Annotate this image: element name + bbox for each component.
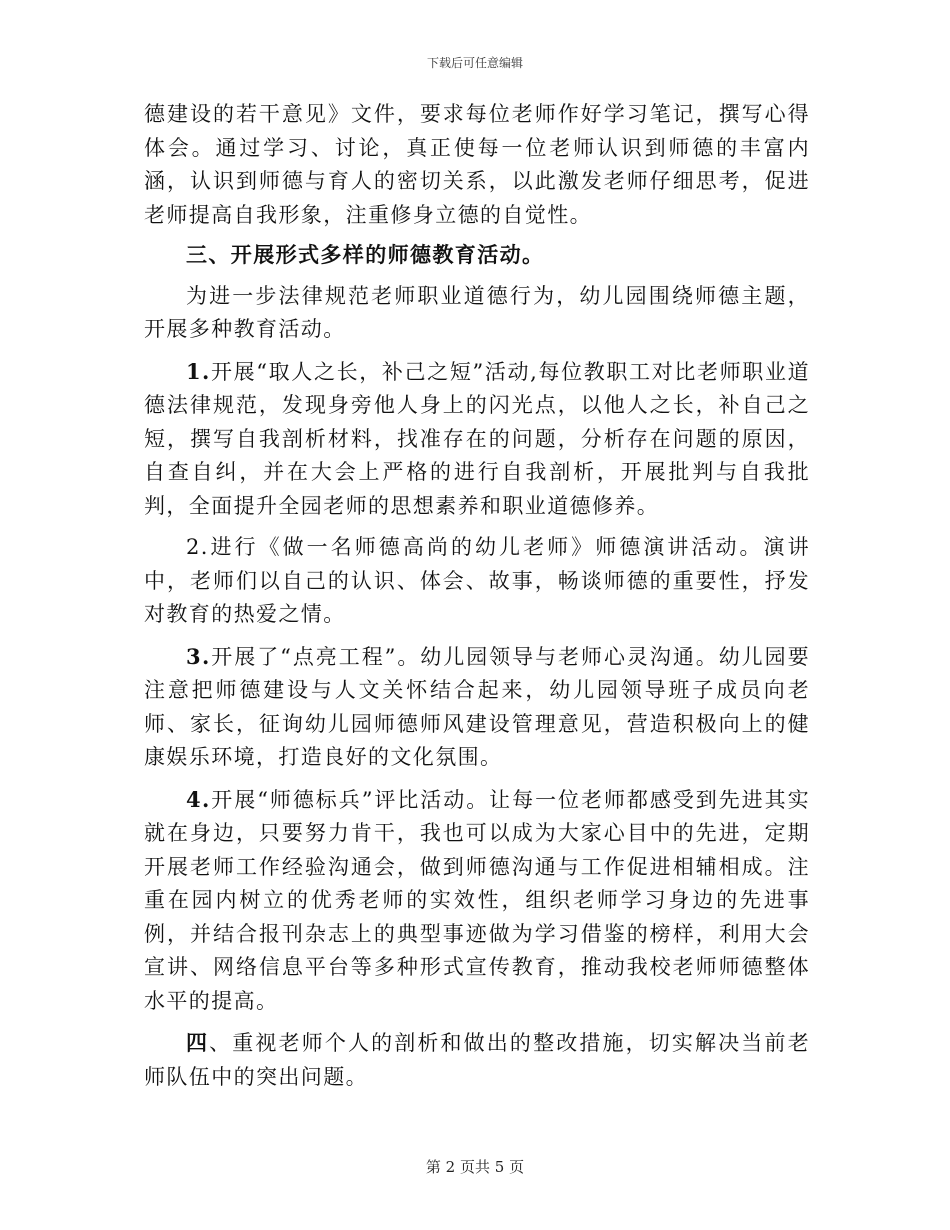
list-number: 4. — [186, 786, 211, 812]
page-header: 下载后可任意编辑 — [426, 56, 523, 70]
list-item-1 — [144, 355, 810, 524]
paragraph-continuation: 德建设的若干意见》文件，要求每位老师作好学习笔记，撰写心得体会。通过学习、讨论，真正使每一位老师认识到师德的丰富内涵，认识到师德与育人的密切关系，以此激发老师仔细思考，促进老师提高自我形象，注重修身立德的自觉性。 — [144, 102, 810, 227]
section-heading-3: 三、开展形式多样的师德教育活动。 — [186, 242, 545, 267]
document-body — [144, 98, 810, 1094]
page-footer: 第 2 页共 5 页 — [425, 1158, 525, 1176]
list-text: 开展“师德标兵”评比活动。让每一位老师都感受到先进其实就在身边，只要努力肯干，我也可以成为大家心目中的先进，定期开展老师工作经验沟通会，做到师德沟通与工作促进相辅相成。注重在园内树立的优秀老师的实效性，组织老师学习身边的先进事例，并结合报刊杂志上的典型事迹做为学习借鉴的榜样，利用大会宣讲、网络信息平台等多种形式宣传教育，推动我校老师师德整体水平的提高。 — [144, 787, 810, 1013]
list-text: 开展“取人之长，补己之短”活动,每位教职工对比老师职业道德法律规范，发现身旁他人身上的闪光点，以他人之长，补自己之短，撰写自我剖析材料，找准存在的问题，分析存在问题的原因，自查自纠，并在大会上严格的进行自我剖析，开展批判与自我批判，全面提升全园老师的思想素养和职业道德修养。 — [144, 359, 810, 518]
list-text: 开展了“点亮工程”。幼儿园领导与老师心灵沟通。幼儿园要注意把师德建设与人文关怀结合起来，幼儿园领导班子成员向老师、家长，征询幼儿园师德师风建设管理意见，营造积极向上的健康娱乐环境，打造良好的文化氛围。 — [144, 644, 810, 769]
heading-number: 四 — [186, 1030, 210, 1055]
section-heading-4 — [144, 1026, 810, 1094]
list-item-2: 2.进行《做一名师德高尚的幼儿老师》师德演讲活动。演讲中，老师们以自己的认识、体会、故事，畅谈师德的重要性，抒发对教育的热爱之情。 — [144, 535, 810, 626]
paragraph-intro: 为进一步法律规范老师职业道德行为，幼儿园围绕师德主题，开展多种教育活动。 — [144, 283, 810, 341]
list-number: 3. — [186, 643, 211, 669]
heading-text: 、重视老师个人的剖析和做出的整改措施，切实解决当前老师队伍中的突出问题。 — [144, 1031, 810, 1089]
list-item-3 — [144, 640, 810, 775]
list-number: 1. — [186, 358, 211, 384]
list-item-4 — [144, 783, 810, 1019]
